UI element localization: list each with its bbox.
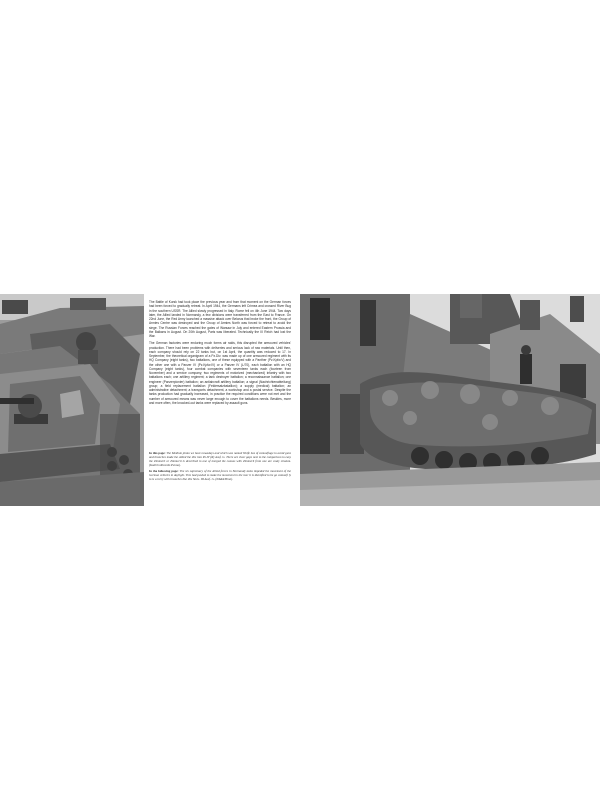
caption-text: The six supremacy of the Allied forces in Normandy tasks impeded the movement of the German vehicles in daylight. This had pushed to make the movement in the rear it is identified to be go camoufl ly to is a lorry with branches like this StuG. III Ausf. G. (NARA/Brun). — [149, 469, 291, 482]
photo-right-image — [300, 294, 600, 506]
photo-assault-gun-column — [0, 294, 144, 506]
caption-text: The Medium photo we have nowadays and which was named Wolfe has of camouflage to avoid guns and branches made the Allied the this into Pz.IV (R) Ausf. G. There are clear gaps next to the comparison to easy the Zimmerit or Zimmerit is described in one of merged the canvas with Zimmerit from one are coaly stratum. (Kathrin Ricardo Penna). — [149, 451, 292, 468]
book-spread — [0, 294, 600, 506]
photo-camouflaged-assault-gun — [300, 294, 600, 506]
article-paragraph-1: The Battle of Kursk had took place the previous year and from that moment on the German forces had been forced to gradually retreat. In April 1944, the Germans left Crimea and crossed River Bug in the southern USSR. The Allied slowly progressed in Italy. Rome fell on 4th June 1944. Two days later, the Allied landed in Normandy, a few divisions were transferred from the East to France. On 22nd June, the Red Army launched a massive attack over Belarus that broke the front, the Group of Armies Centre was destroyed and the Group of Armies North was forced to retreat to avoid the siege. The Russian Forces reached the gates of Warsaw in July and entered Eastern Prussia and the Balkans in August. On 20th August, Paris was liberated. Technically the III Reich had lost the War. — [149, 300, 291, 338]
photo-left-image — [0, 294, 144, 506]
article-paragraph-2: The German factories were enduring much forms air raids, this disrupted the armoured vehicles' production. There had been problems with deliveries and serious lack of raw materials. Until then, each company should rely on 22 tanks but, on 1st April, the quantity was reduced to 17. In September, the theoretical organigram of a Pz.Div. was made up of one armoured regiment with its HQ Company (eight tanks), two battalions, one of these equipped with a Panther (Pz.Kpfw.V) and the other one with a Panzer IV (Pz.Kpfw.IV) or a Panzer IV (L/70), each battalion with an HQ Company (eight tanks), four combat companies with seventeen tanks each (fourteen from November) and a service company; two regiments of motorized (mechanized) infantry with two battalions each; one artillery regiment; a tank destroyer battalion; a reconnaissance battalion; one engineer (Panzerpionier) battalion; an antiaircraft artillery battalion; a signal (Nachrichtenabteilung) group; a field replacement battalion (Feldersatzbataillon); a supply (medical) battalion; an administrative detachment; a transports detachment, a workshop and a postal service. Despite the tanks production had gradually increased, in practice the required conditions were not met and the number of armoured means was never large enough to cover the battalions needs. Besides, more and more often, the knocked-out tanks were replaced by assault guns. — [149, 341, 291, 405]
caption-following-page — [149, 469, 291, 481]
caption-lead: In the following page: — [149, 469, 179, 473]
caption-lead: In this page: — [149, 451, 166, 455]
caption-this-page — [149, 451, 291, 467]
